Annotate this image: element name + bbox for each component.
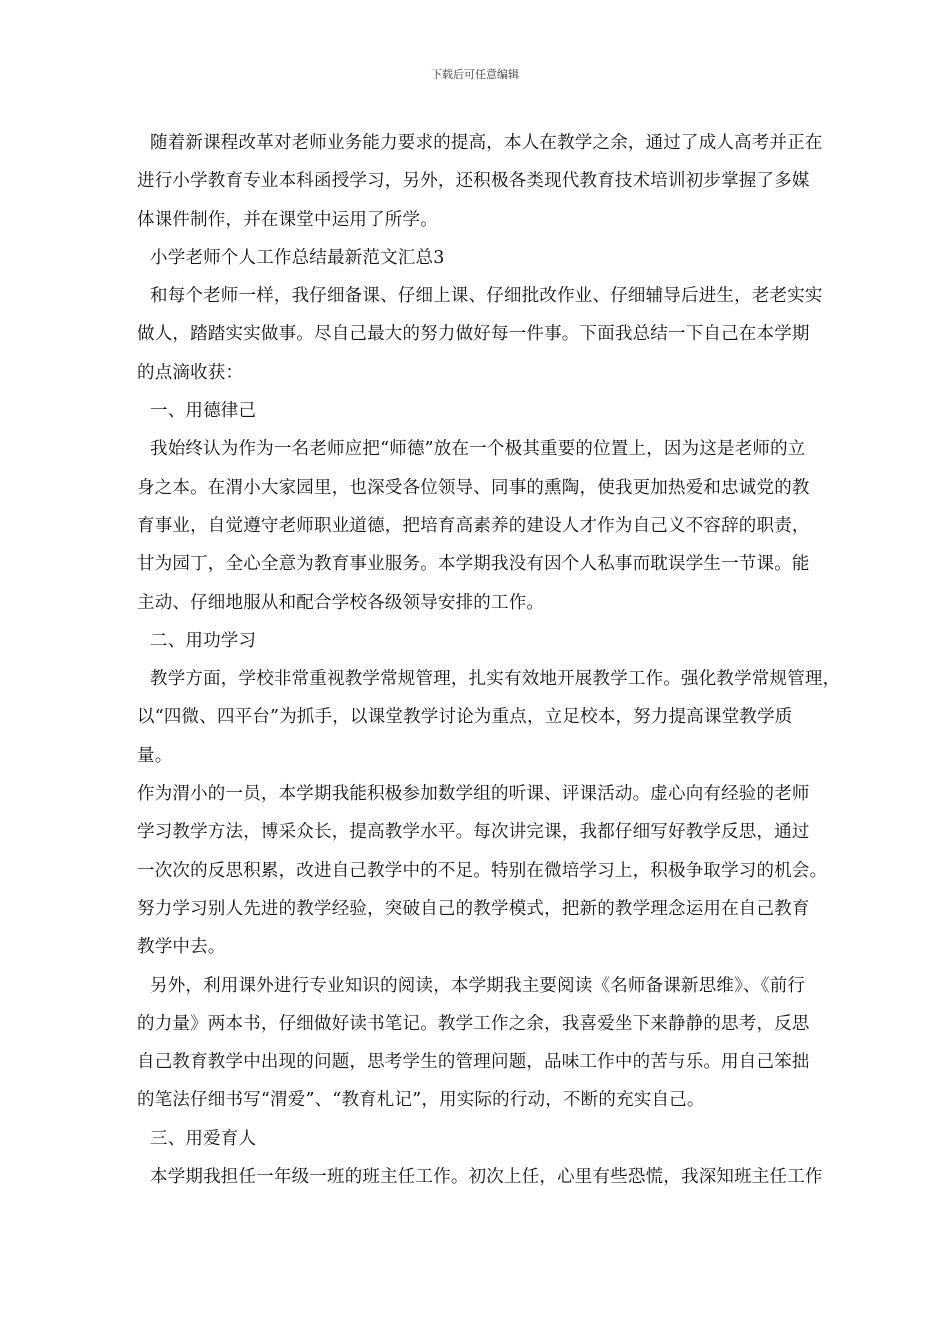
text-line: 身之本。在渭小大家园里，也深受各位领导、同事的熏陶，使我更加热爱和忠诚党的教 xyxy=(137,477,810,498)
text-line: 一次次的反思积累，改进自己教学中的不足。特别在微培学习上，积极争取学习的机会。 xyxy=(137,860,828,881)
text-line: 以“四微、四平台”为抓手，以课堂教学讨论为重点，立足校本，努力提高课堂教学质 xyxy=(137,707,793,728)
text-line: 教学方面，学校非常重视教学常规管理，扎实有效地开展教学工作。强化教学常规管理， xyxy=(150,669,841,690)
text-line: 的力量》两本书，仔细做好读书笔记。教学工作之余，我喜爱坐下来静静的思考，反思 xyxy=(137,1013,810,1034)
text-line: 进行小学教育专业本科函授学习，另外，还积极各类现代教育技术培训初步掌握了多媒 xyxy=(137,171,810,192)
text-line: 学习教学方法，博采众长，提高教学水平。每次讲完课，我都仔细写好教学反思，通过 xyxy=(137,822,810,843)
text-line: 一、用德律己 xyxy=(150,401,257,422)
text-line: 作为渭小的一员，本学期我能积极参加数学组的听课、评课活动。虚心向有经验的老师 xyxy=(137,784,810,805)
text-line: 主动、仔细地服从和配合学校各级领导安排的工作。 xyxy=(137,592,545,613)
text-line: 和每个老师一样，我仔细备课、仔细上课、仔细批改作业、仔细辅导后进生，老老实实 xyxy=(150,286,823,307)
text-line: 二、用功学习 xyxy=(150,630,257,651)
text-line: 随着新课程改革对老师业务能力要求的提高，本人在教学之余，通过了成人高考并正在 xyxy=(150,133,823,153)
page-header: 下载后可任意编辑 xyxy=(431,68,519,81)
text-line: 另外，利用课外进行专业知识的阅读，本学期我主要阅读《名师备课新思维》、《前行 xyxy=(150,975,806,996)
text-line: 量。 xyxy=(137,745,173,766)
text-line: 做人，踏踏实实做事。尽自己最大的努力做好每一件事。下面我总结一下自己在本学期 xyxy=(137,324,810,345)
text-line: 育事业，自觉遵守老师职业道德，把培育高素养的建设人才作为自己义不容辞的职责， xyxy=(137,515,810,536)
text-line: 教学中去。 xyxy=(137,937,226,958)
text-line: 努力学习别人先进的教学经验，突破自己的教学模式，把新的教学理念运用在自己教育 xyxy=(137,898,810,919)
document-body xyxy=(137,124,897,1196)
text-line: 体课件制作，并在课堂中运用了所学。 xyxy=(137,209,438,230)
text-line: 我始终认为作为一名老师应把“师德”放在一个极其重要的位置上，因为这是老师的立 xyxy=(150,439,806,460)
text-line: 甘为园丁，全心全意为教育事业服务。本学期我没有因个人私事而耽误学生一节课。能 xyxy=(137,554,810,575)
text-line: 三、用爱育人 xyxy=(150,1128,257,1149)
text-line: 小学老师个人工作总结最新范文汇总3 xyxy=(150,247,445,268)
text-line: 本学期我担任一年级一班的班主任工作。初次上任，心里有些恐慌，我深知班主任工作 xyxy=(150,1167,823,1188)
text-line: 的笔法仔细书写“渭爱”、“教育札记”，用实际的行动，不断的充实自己。 xyxy=(137,1090,705,1111)
text-line: 自己教育教学中出现的问题，思考学生的管理问题，品味工作中的苦与乐。用自己笨拙 xyxy=(137,1052,810,1073)
text-line: 的点滴收获： xyxy=(137,362,244,383)
